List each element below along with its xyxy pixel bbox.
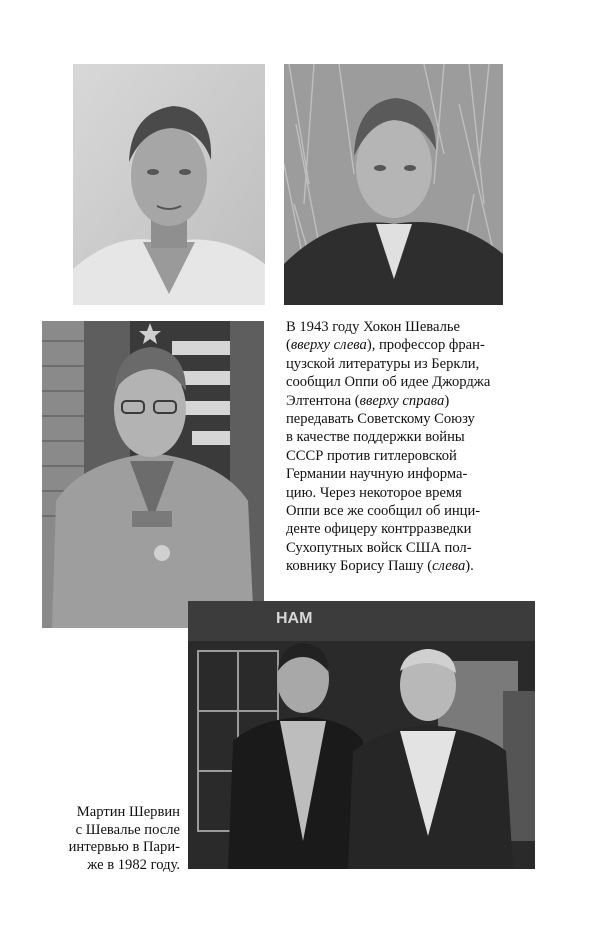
storefront-sign: НАМ [276, 610, 313, 627]
caption-side-line-2: с Шевалье после [75, 821, 180, 838]
caption-main-line-4: сообщил Оппи об идее Джорджа [286, 374, 491, 391]
caption-main-line-10: цию. Через некоторое время [286, 484, 462, 501]
caption-main-line-1: В 1943 году Хокон Шевалье [286, 319, 461, 335]
caption-side-line-1: Мартин Шервин [76, 804, 180, 820]
caption-side [62, 804, 180, 874]
caption-main-line-2-rest: ), профессор фран- [366, 337, 485, 354]
caption-main-line-7: в качестве поддержки войны [286, 429, 465, 446]
caption-main-emph-left: слева [432, 558, 466, 575]
caption-main-line-8: СССР против гитлеровской [286, 447, 457, 464]
caption-main-line-9: Германии научную информа- [286, 466, 468, 483]
caption-main-line-11: Оппи все же сообщил об инци- [286, 503, 481, 520]
caption-main-line-14-post: ). [465, 558, 474, 575]
portrait-eltenton [284, 64, 503, 305]
photo-sherwin-chevalier [188, 601, 535, 869]
caption-side-line-3: интервью в Пари- [68, 839, 180, 855]
caption-main-line-14 [286, 557, 526, 575]
caption-main-line-13: Сухопутных войск США пол- [286, 539, 472, 556]
caption-main-emph-top-left: вверху слева [290, 337, 367, 354]
caption-main-emph-top-right: вверху справа [359, 392, 445, 409]
caption-main-line-14-pre: ковнику Борису Пашу ( [286, 558, 433, 575]
caption-main-paren-open: ( [286, 337, 291, 354]
caption-main-line-5-post: ) [444, 392, 450, 409]
caption-side-line-4: же в 1982 году. [87, 856, 180, 873]
caption-main [286, 318, 526, 576]
portrait-chevalier [73, 64, 265, 305]
caption-main-line-5-pre: Элтентона ( [286, 392, 360, 409]
caption-main-line-6: передавать Советскому Союзу [286, 411, 475, 428]
caption-main-line-5 [286, 392, 526, 410]
caption-main-line-2 [286, 336, 526, 354]
caption-main-line-12: денте офицеру контрразведки [286, 521, 472, 538]
caption-main-line-3: цузской литературы из Беркли, [286, 355, 480, 372]
portrait-pash [42, 321, 264, 628]
